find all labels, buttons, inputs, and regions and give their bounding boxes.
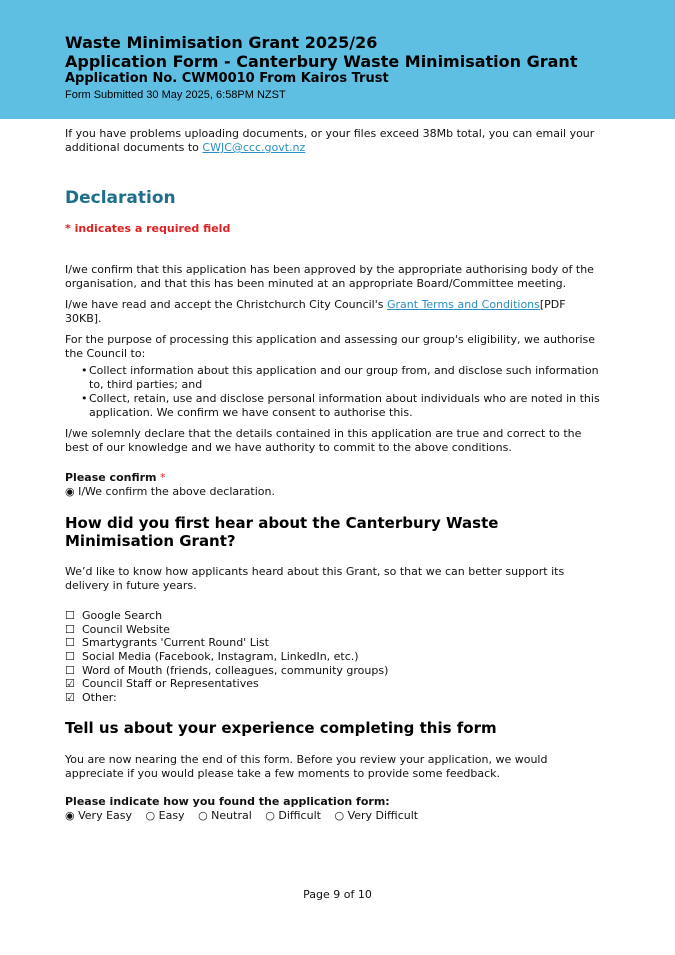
radio-selected-icon[interactable]: ◉ — [65, 808, 75, 822]
declaration-para-solemn: I/we solemnly declare that the details contained in this application are true and correct to the best of our knowledge and we have authority to commit to the above conditions. — [65, 427, 582, 454]
radio-difficult[interactable]: ○ Difficult — [265, 808, 321, 822]
authorisation-list — [65, 364, 605, 420]
radio-empty-icon[interactable]: ○ — [265, 808, 275, 822]
checkbox-google-search[interactable]: ☐ Google Search — [65, 608, 163, 622]
radio-neutral[interactable]: ○ Neutral — [198, 808, 252, 822]
hear-about-options — [65, 609, 605, 705]
checkbox-other[interactable]: ☑ Other: — [65, 690, 117, 704]
radio-empty-icon[interactable]: ○ — [145, 808, 156, 822]
radio-very-easy[interactable]: ◉ Very Easy — [65, 808, 133, 822]
checkbox-social-media[interactable]: ☐ Social Media (Facebook, Instagram, LinkedIn, etc.) — [65, 649, 359, 663]
grant-title: Waste Minimisation Grant 2025/26 — [65, 33, 378, 52]
checkbox-unchecked-icon[interactable]: ☐ — [65, 622, 75, 636]
hear-about-heading: How did you first hear about the Canterbury Waste Minimisation Grant? — [65, 514, 499, 550]
radio-empty-icon[interactable]: ○ — [334, 808, 345, 822]
radio-very-difficult[interactable]: ○ Very Difficult — [334, 808, 419, 822]
checkbox-council-staff[interactable]: ☑ Council Staff or Representatives — [65, 677, 259, 691]
declaration-heading: Declaration — [65, 188, 176, 208]
declaration-para-terms: I/we have read and accept the Christchurch City Council's Grant Terms and Conditions[PDF 30KB]. — [65, 298, 566, 325]
email-link[interactable]: CWJC@ccc.govt.nz — [202, 141, 306, 154]
checkbox-council-website[interactable]: ☐ Council Website — [65, 622, 170, 636]
page-number: Page 9 of 10 — [303, 888, 372, 901]
upload-note: If you have problems uploading documents, or your files exceed 38Mb total, you can email your additional documents to CWJC@ccc.govt.nz — [65, 127, 595, 154]
experience-rating-group — [65, 809, 605, 823]
required-field-note: * indicates a required field — [65, 222, 231, 235]
checkbox-unchecked-icon[interactable]: ☐ — [65, 608, 75, 622]
radio-easy[interactable]: ○ Easy — [145, 808, 185, 822]
checkbox-word-of-mouth[interactable]: ☐ Word of Mouth (friends, colleagues, community groups) — [65, 663, 389, 677]
checkbox-unchecked-icon[interactable]: ☐ — [65, 636, 75, 650]
form-content — [65, 127, 605, 823]
experience-intro: You are now nearing the end of this form. Before you review your application, we would appreciate if you would please take a few moments to provide some feedback. — [65, 752, 548, 780]
radio-empty-icon[interactable]: ○ — [198, 808, 208, 822]
experience-question: Please indicate how you found the application form: — [65, 794, 390, 808]
declaration-para-authorise: For the purpose of processing this application and assessing our group's eligibility, we authorise the Council to: — [65, 333, 596, 360]
bullet-icon: • — [81, 392, 88, 405]
radio-selected-icon[interactable]: ◉ — [65, 485, 75, 498]
required-star: * — [160, 471, 166, 484]
checkbox-unchecked-icon[interactable]: ☐ — [65, 663, 75, 677]
list-item: • Collect, retain, use and disclose personal information about individuals who are noted in this application. We confirm we have consent to authorise this. — [81, 392, 600, 419]
checkbox-checked-icon[interactable]: ☑ — [65, 690, 75, 704]
hear-about-intro: We’d like to know how applicants heard about this Grant, so that we can better support its delivery in future years. — [65, 565, 565, 592]
experience-heading: Tell us about your experience completing this form — [65, 718, 497, 737]
confirm-label: Please confirm * — [65, 471, 166, 484]
checkbox-unchecked-icon[interactable]: ☐ — [65, 649, 75, 663]
application-number: Application No. CWM0010 From Kairos Trust — [65, 71, 389, 86]
bullet-icon: • — [81, 364, 88, 377]
submitted-timestamp: Form Submitted 30 May 2025, 6:58PM NZST — [65, 89, 286, 101]
form-title: Application Form - Canterbury Waste Minimisation Grant — [65, 52, 578, 71]
list-item: • Collect information about this application and our group from, and disclose such information to, third parties; and — [81, 364, 599, 391]
declaration-para-approval: I/we confirm that this application has been approved by the appropriate authorising body of the organisation, and that this has been minuted at an appropriate Board/Committee meeting. — [65, 263, 594, 290]
form-header — [0, 0, 675, 119]
checkbox-smartygrants[interactable]: ☐ Smartygrants 'Current Round' List — [65, 636, 269, 650]
checkbox-checked-icon[interactable]: ☑ — [65, 677, 75, 691]
confirm-option[interactable]: ◉ I/We confirm the above declaration. — [65, 485, 275, 498]
terms-link[interactable]: Grant Terms and Conditions — [387, 298, 540, 311]
